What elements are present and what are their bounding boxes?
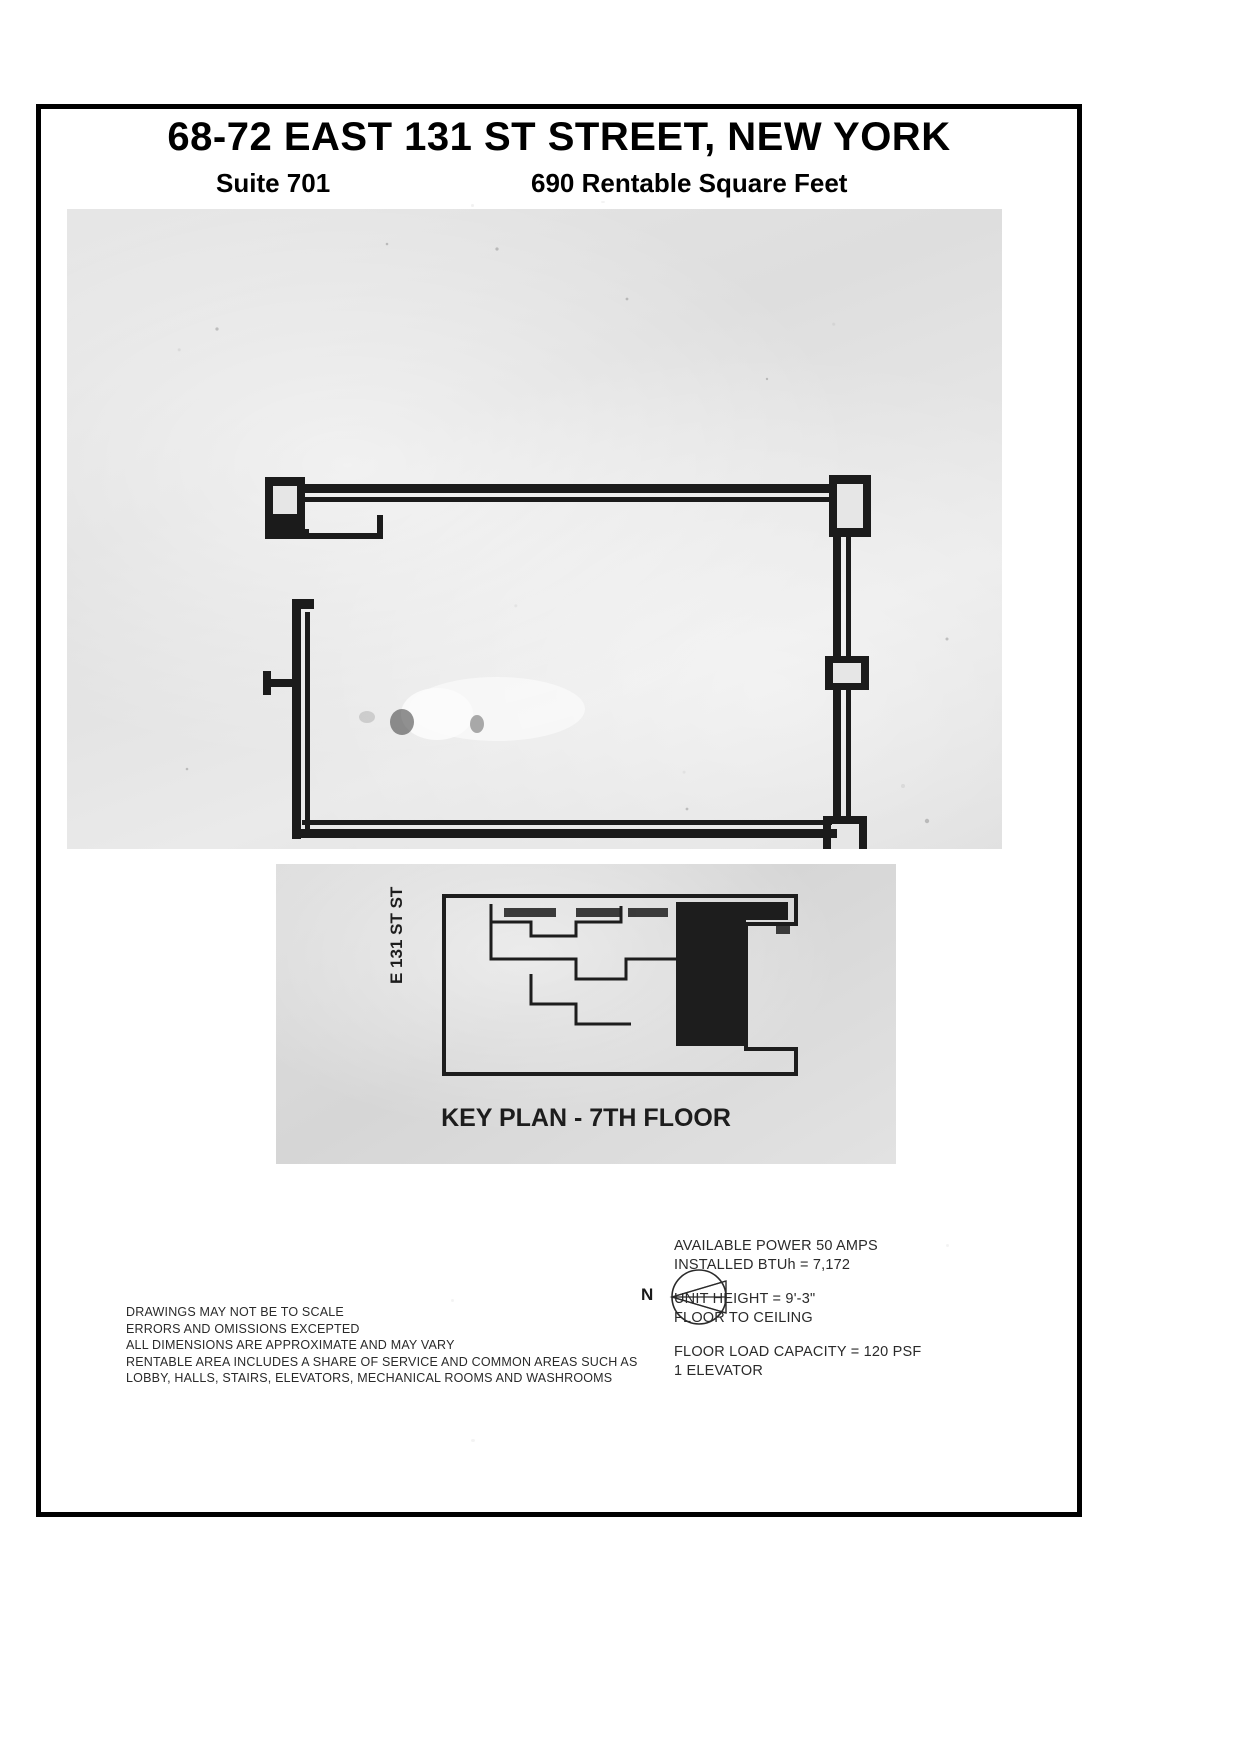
scan-artifact [359,677,585,741]
suite-label: Suite 701 [216,168,331,198]
disclaimer-block [126,1304,686,1387]
disclaimer-line-3: ALL DIMENSIONS ARE APPROXIMATE AND MAY VARY [126,1338,455,1352]
plan-walls [263,475,871,849]
scan-speck [451,1299,454,1302]
compass-north-label: N [641,1285,654,1304]
key-plan-partitions [491,904,676,1024]
spec-elevator-count: 1 ELEVATOR [674,1363,764,1379]
disclaimer-line-5: LOBBY, HALLS, STAIRS, ELEVATORS, MECHANICAL ROOMS AND WASHROOMS [126,1371,613,1385]
scan-speck [471,1439,475,1442]
disclaimer-line-2: ERRORS AND OMISSIONS EXCEPTED [126,1321,360,1336]
scan-speck [471,204,474,207]
disclaimer-line-4: RENTABLE AREA INCLUDES A SHARE OF SERVICE AND COMMON AREAS SUCH AS [126,1354,638,1369]
spec-group-power [674,1237,1004,1275]
spec-group-height [674,1290,1004,1328]
rentable-area-label: 690 Rentable Square Feet [531,168,848,198]
key-plan-caption: KEY PLAN - 7TH FLOOR [441,1104,731,1132]
floor-plan-svg [67,209,1002,849]
key-plan-street-label: E 131 ST ST [387,886,406,984]
subtitle-row [41,168,1077,202]
floor-plan-drawing [67,209,1002,849]
spec-group-load [674,1343,1004,1381]
spec-floor-to-ceiling: FLOOR TO CEILING [674,1310,813,1326]
floor-plan-sheet [36,104,1082,1517]
building-specs-block [674,1237,1004,1396]
key-plan-svg [276,864,896,1164]
page-title: 68-72 EAST 131 ST STREET, NEW YORK [167,115,951,159]
spec-unit-height: UNIT HEIGHT = 9'-3" [674,1291,816,1307]
spec-available-power: AVAILABLE POWER 50 AMPS [674,1238,878,1254]
spec-installed-btuh: INSTALLED BTUh = 7,172 [674,1257,851,1273]
key-plan-drawing [276,864,896,1164]
title-block [41,115,1077,202]
spec-floor-load-capacity: FLOOR LOAD CAPACITY = 120 PSF [674,1344,922,1360]
disclaimer-line-1: DRAWINGS MAY NOT BE TO SCALE [126,1305,344,1319]
